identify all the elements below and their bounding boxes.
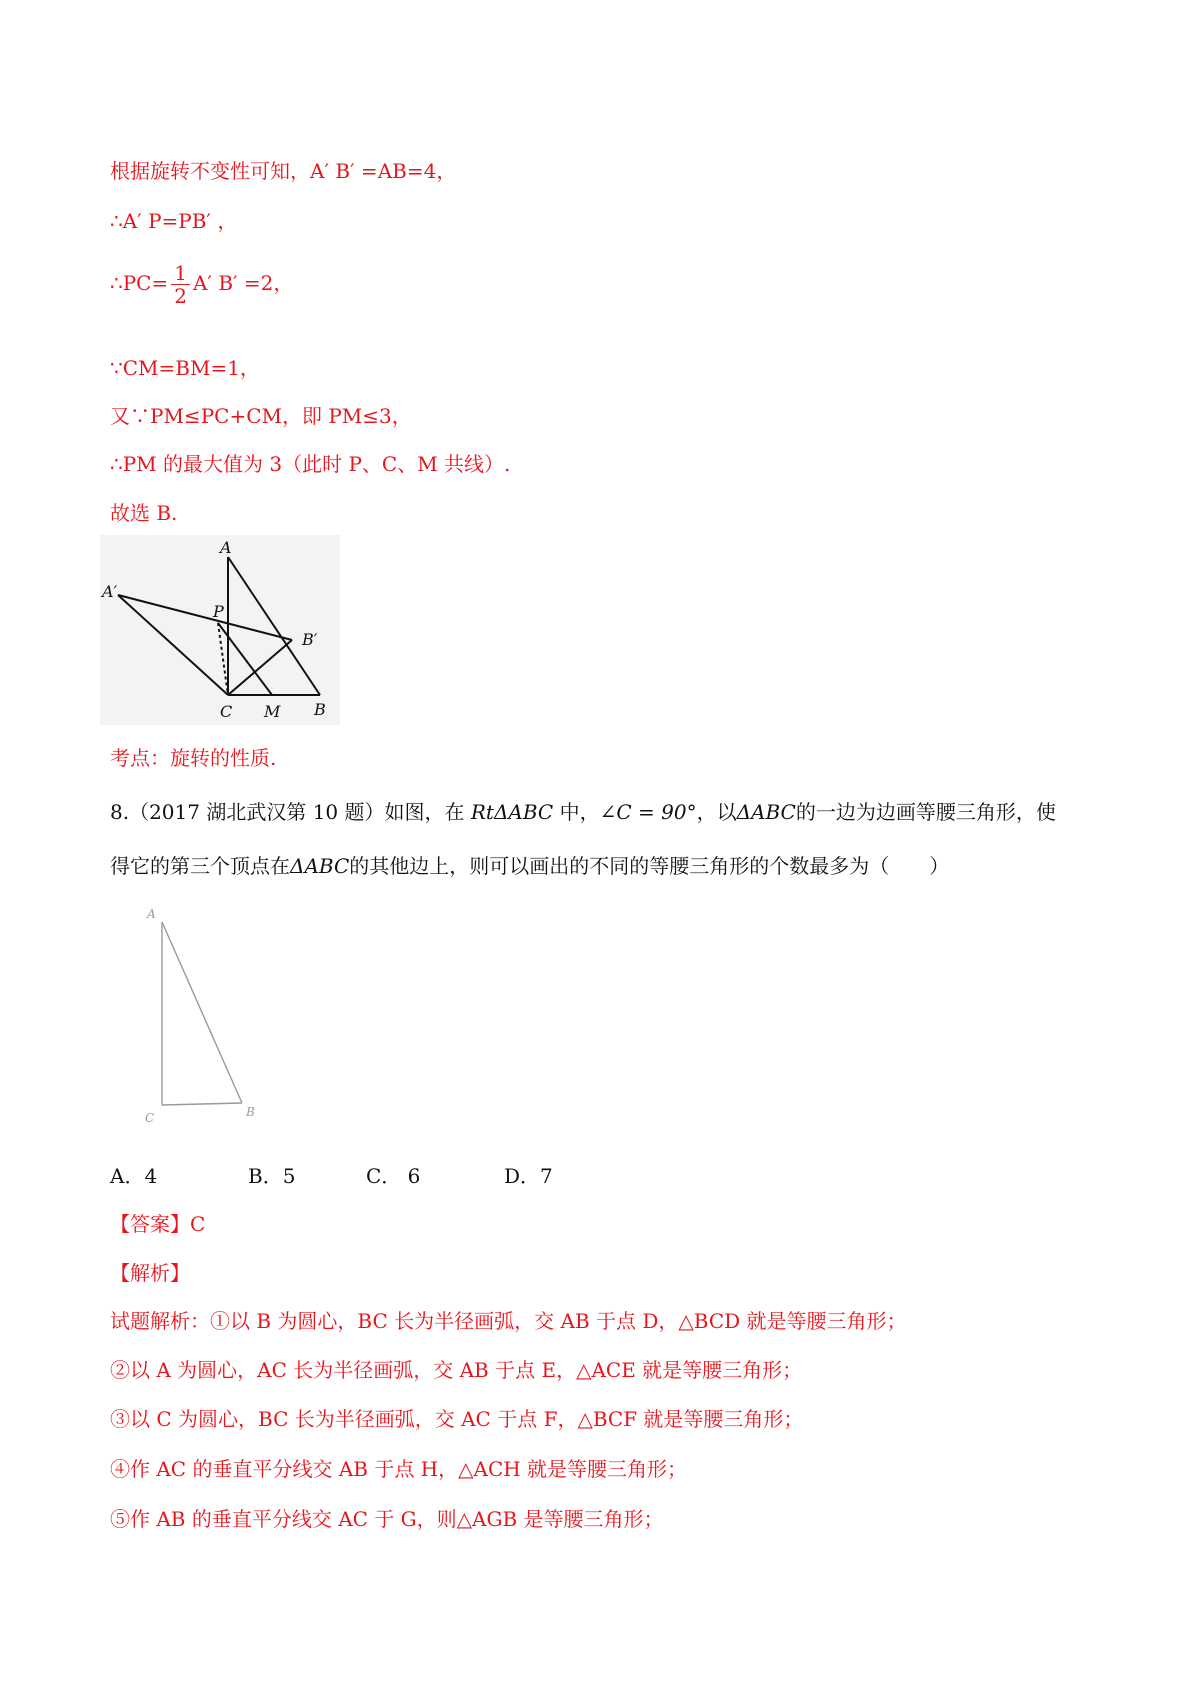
q8-text-b: 中， bbox=[559, 800, 600, 824]
label-B: B bbox=[246, 1105, 255, 1119]
option-c: C． 6 bbox=[366, 1164, 421, 1188]
question-8-line-1 bbox=[110, 796, 1056, 825]
q8-angle: ∠C = 90° bbox=[599, 800, 697, 824]
analysis-step-4: ④作 AC 的垂直平分线交 AB 于点 H，△ACH 就是等腰三角形； bbox=[110, 1457, 688, 1481]
q8-triangle-abc-1: ΔABC bbox=[736, 800, 796, 824]
segment-AB bbox=[162, 922, 242, 1103]
label-C: C bbox=[145, 1111, 155, 1125]
solution-line-7: 故选 B. bbox=[110, 501, 178, 525]
fraction-numerator: 1 bbox=[171, 262, 190, 285]
fraction-one-half bbox=[171, 262, 190, 307]
options-row bbox=[110, 1160, 553, 1189]
option-b: B．5 bbox=[248, 1164, 296, 1188]
kaodian-line: 考点：旋转的性质. bbox=[110, 746, 277, 770]
solution-line-4: ∵CM=BM=1， bbox=[110, 356, 260, 380]
q8-triangle-abc-2: ΔABC bbox=[290, 854, 350, 878]
q8-text-c: ，以 bbox=[696, 800, 737, 824]
q8-text-a: 8.（2017 湖北武汉第 10 题）如图，在 bbox=[110, 800, 465, 824]
q8-rt-triangle: RtΔABC bbox=[470, 800, 554, 824]
q8-text-f: 的其他边上，则可以画出的不同的等腰三角形的个数最多为（ ） bbox=[349, 854, 950, 878]
label-C: C bbox=[220, 702, 233, 721]
segment-CB bbox=[162, 1103, 242, 1105]
answer-value: C bbox=[190, 1212, 206, 1236]
label-B: B bbox=[314, 700, 326, 719]
label-B-prime: B′ bbox=[302, 630, 318, 649]
fraction-denominator: 2 bbox=[174, 284, 187, 308]
analysis-step-5: ⑤作 AB 的垂直平分线交 AC 于 G，则△AGB 是等腰三角形； bbox=[110, 1507, 664, 1531]
solution-line-3-suffix: A′ B′ =2， bbox=[192, 271, 294, 295]
solution-line-3 bbox=[110, 262, 293, 307]
solution-line-6: ∴PM 的最大值为 3（此时 P、C、M 共线）. bbox=[110, 452, 511, 476]
label-A: A bbox=[220, 538, 232, 557]
analysis-label: 【解析】 bbox=[110, 1261, 190, 1285]
question-8-line-2 bbox=[110, 850, 949, 879]
label-P: P bbox=[213, 602, 224, 621]
analysis-step-3: ③以 C 为圆心，BC 长为半径画弧，交 AC 于点 F，△BCF 就是等腰三角形； bbox=[110, 1407, 804, 1431]
analysis-step-2: ②以 A 为圆心，AC 长为半径画弧，交 AB 于点 E，△ACE 就是等腰三角形； bbox=[110, 1358, 803, 1382]
label-A-prime: A′ bbox=[102, 582, 118, 601]
solution-line-1: 根据旋转不变性可知，A′ B′ =AB=4， bbox=[110, 159, 457, 183]
q8-text-e: 得它的第三个顶点在 bbox=[110, 854, 290, 878]
answer-line bbox=[110, 1208, 205, 1237]
label-M: M bbox=[264, 702, 281, 721]
solution-line-3-prefix: ∴PC= bbox=[110, 271, 169, 295]
rotation-figure bbox=[100, 535, 340, 725]
answer-label: 【答案】 bbox=[110, 1212, 190, 1236]
right-triangle-figure bbox=[140, 900, 270, 1130]
label-A: A bbox=[147, 907, 156, 921]
solution-line-5: 又∵PM≤PC+CM，即 PM≤3， bbox=[110, 404, 412, 428]
option-d: D．7 bbox=[504, 1164, 553, 1188]
solution-line-2: ∴A′ P=PB′ ， bbox=[110, 209, 238, 233]
option-a: A．4 bbox=[110, 1164, 158, 1188]
analysis-step-1: 试题解析：①以 B 为圆心，BC 长为半径画弧，交 AB 于点 D，△BCD 就是等腰三角形； bbox=[110, 1309, 907, 1333]
q8-text-d: 的一边为边画等腰三角形，使 bbox=[795, 800, 1056, 824]
